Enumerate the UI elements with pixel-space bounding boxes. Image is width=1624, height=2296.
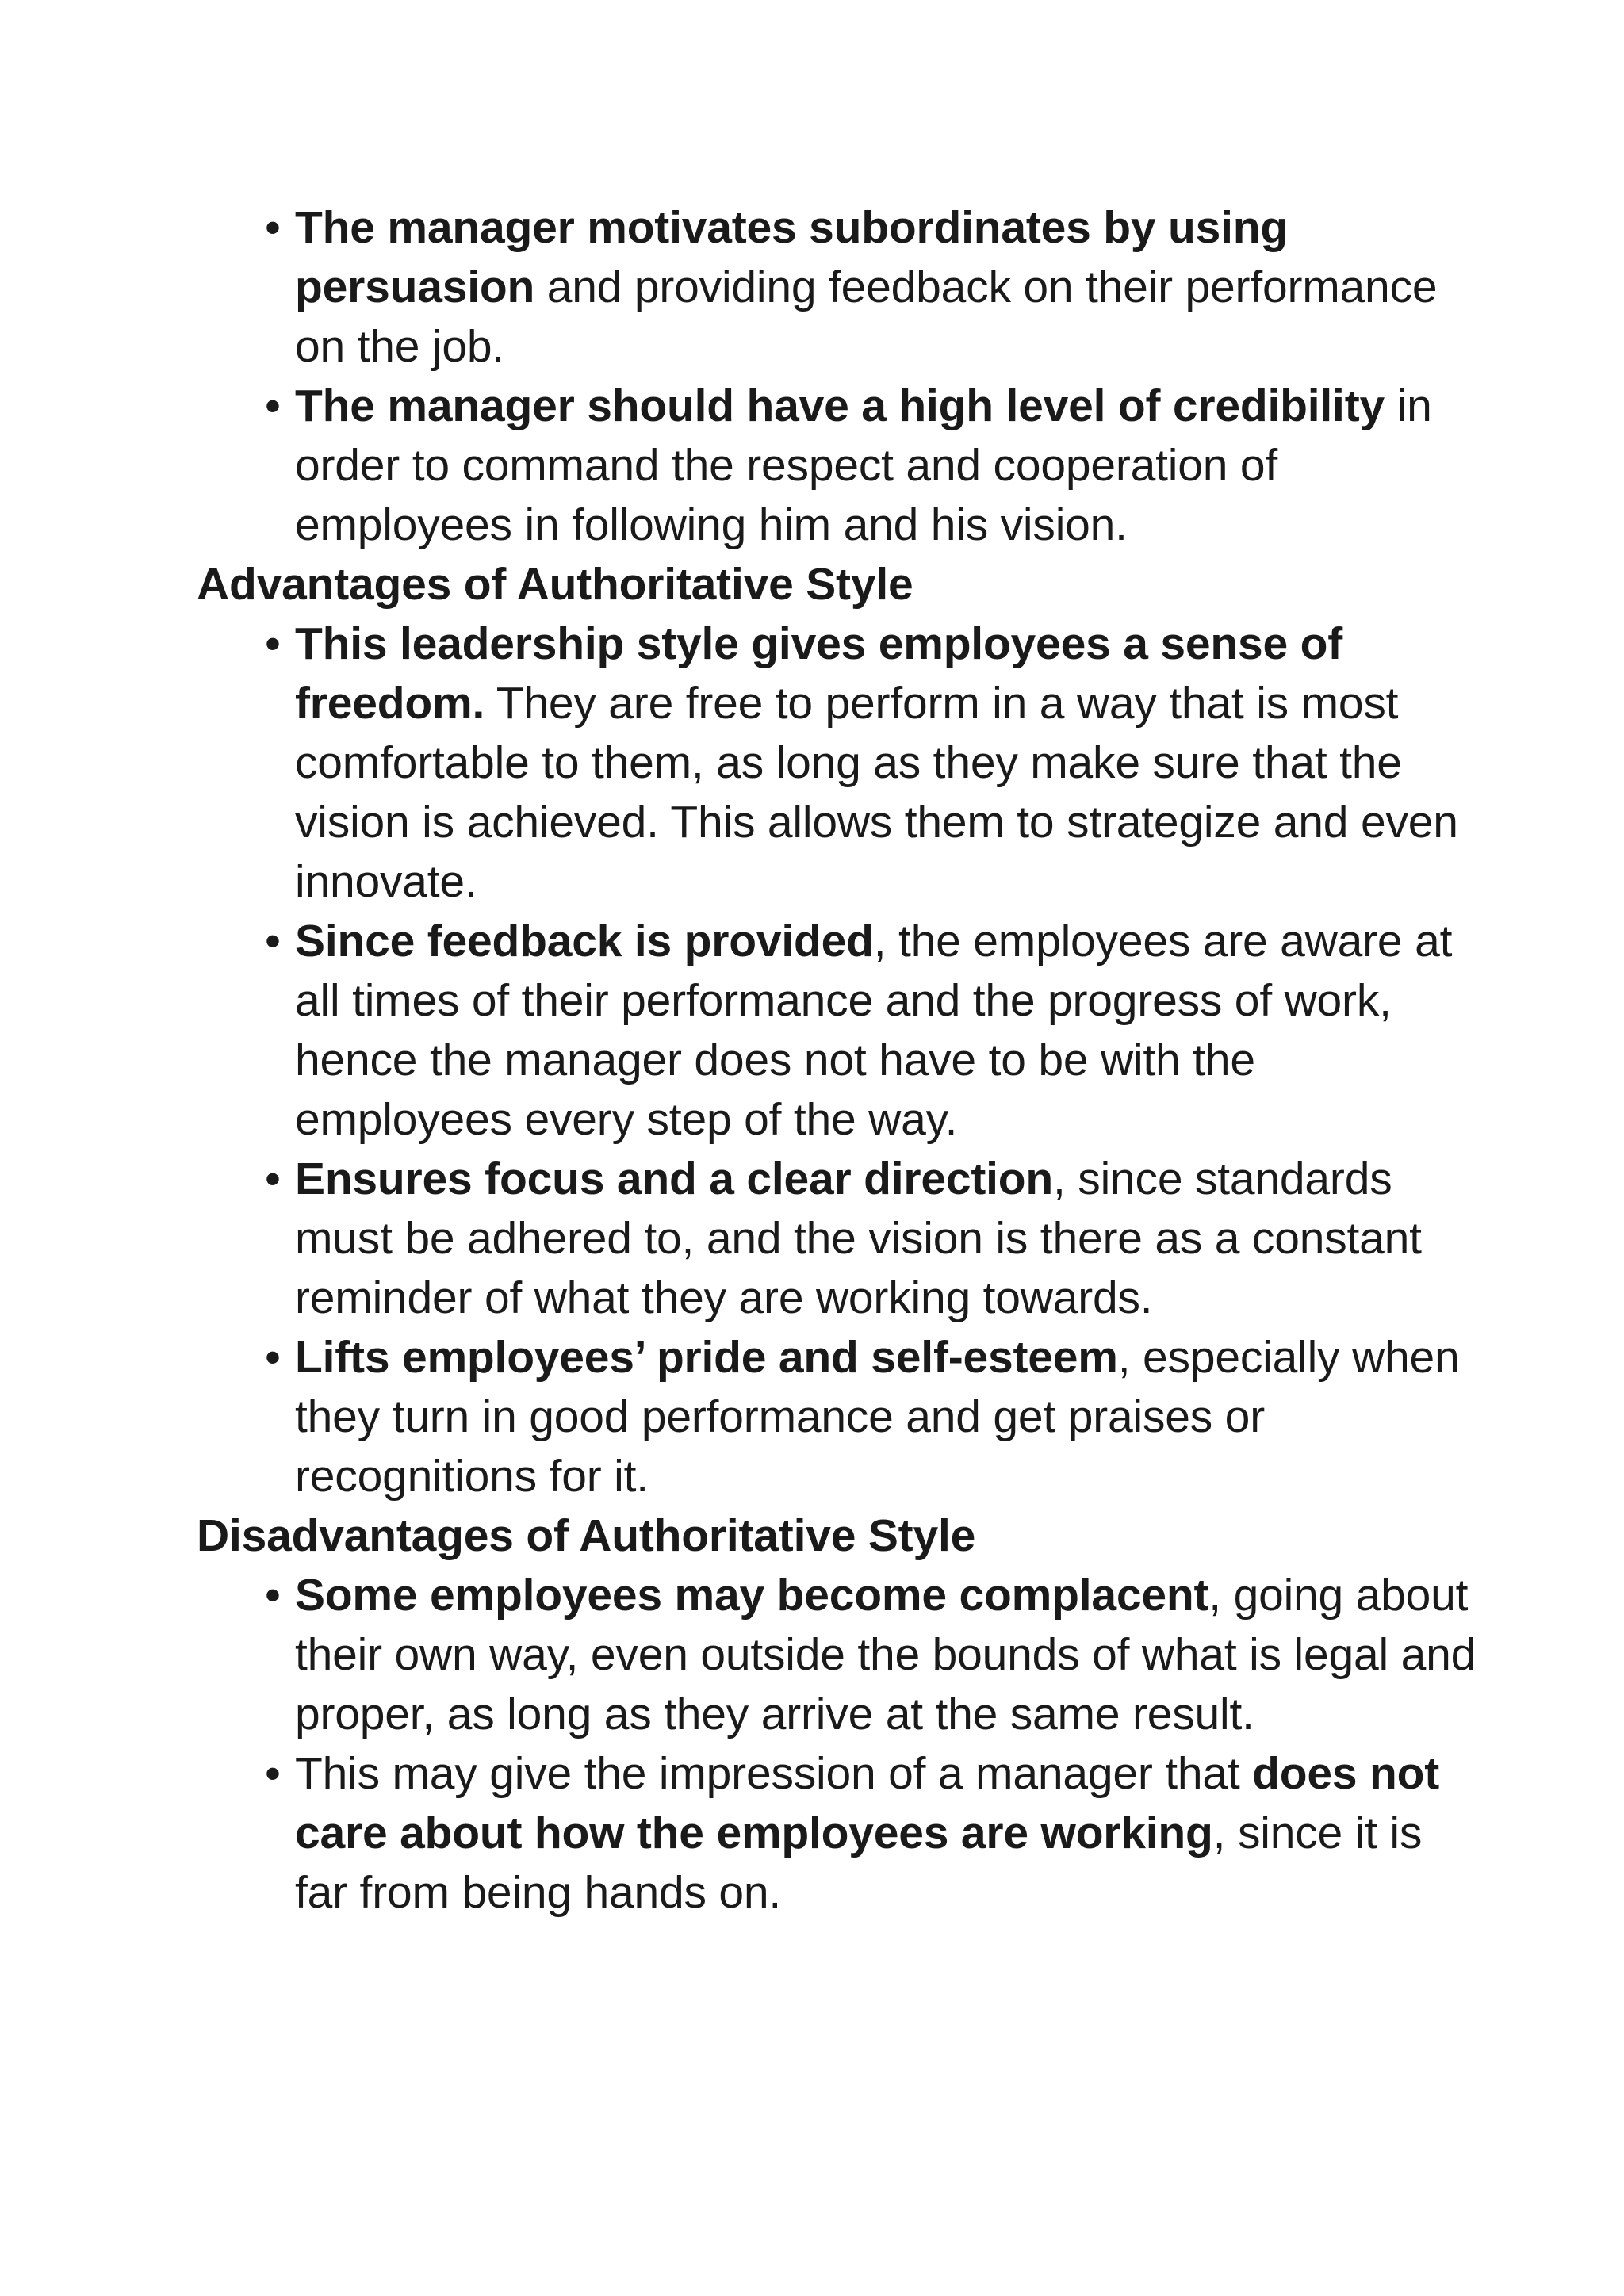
item-text: , since it is far from being hands on.: [295, 1808, 1423, 1918]
page-content: [197, 198, 1481, 1923]
bullet-icon: •: [265, 1570, 281, 1621]
plain-lead: This may give the impression of a manager that: [295, 1748, 1253, 1799]
list-item: [197, 1744, 1481, 1923]
bold-lead: Since feedback is provided: [295, 916, 874, 966]
bold-mid: does not care about how the employees are working: [295, 1748, 1440, 1858]
bold-lead: This leadership style gives employees a sense of freedom.: [295, 618, 1342, 729]
list-item: [197, 912, 1481, 1150]
list-item: [197, 377, 1481, 555]
bold-lead: Some employees may become complacent: [295, 1570, 1209, 1621]
bullet-icon: •: [265, 1748, 281, 1799]
list-item: [197, 1566, 1481, 1744]
bullet-icon: •: [265, 916, 281, 966]
item-text: and providing feedback on their performance on the job.: [295, 262, 1438, 372]
list-item: [197, 198, 1481, 377]
bold-lead: The manager should have a high level of credibility: [295, 381, 1385, 431]
bold-lead: The manager motivates subordinates by using persuasion: [295, 202, 1289, 312]
section-heading-disadvantages: Disadvantages of Authoritative Style: [197, 1510, 976, 1561]
bold-lead: Ensures focus and a clear direction: [295, 1154, 1053, 1204]
item-text: They are free to perform in a way that is most comfortable to them, as long as they make sure that the vision is achieved. This allows them to strategize and even innovate.: [295, 678, 1458, 907]
bullet-icon: •: [265, 1332, 281, 1383]
item-text: in order to command the respect and cooperation of employees in following him and his vision.: [295, 381, 1432, 550]
item-text: , the employees are aware at all times of their performance and the progress of work, hence the manager does not have to be with the employees every step of the way.: [295, 916, 1453, 1145]
list-item: [197, 614, 1481, 912]
list-item: [197, 1328, 1481, 1506]
bold-lead: Lifts employees’ pride and self-esteem: [295, 1332, 1118, 1383]
bullet-icon: •: [265, 1154, 281, 1204]
item-text: , since standards must be adhered to, and the vision is there as a constant reminder of what they are working towards.: [295, 1154, 1422, 1323]
bullet-icon: •: [265, 202, 281, 253]
bullet-icon: •: [265, 381, 281, 431]
list-item: [197, 1150, 1481, 1328]
item-text: , especially when they turn in good performance and get praises or recognitions for it.: [295, 1332, 1460, 1502]
item-text: , going about their own way, even outside the bounds of what is legal and proper, as long as they arrive at the same result.: [295, 1570, 1477, 1739]
section-heading-advantages: Advantages of Authoritative Style: [197, 559, 914, 610]
bullet-icon: •: [265, 618, 281, 669]
